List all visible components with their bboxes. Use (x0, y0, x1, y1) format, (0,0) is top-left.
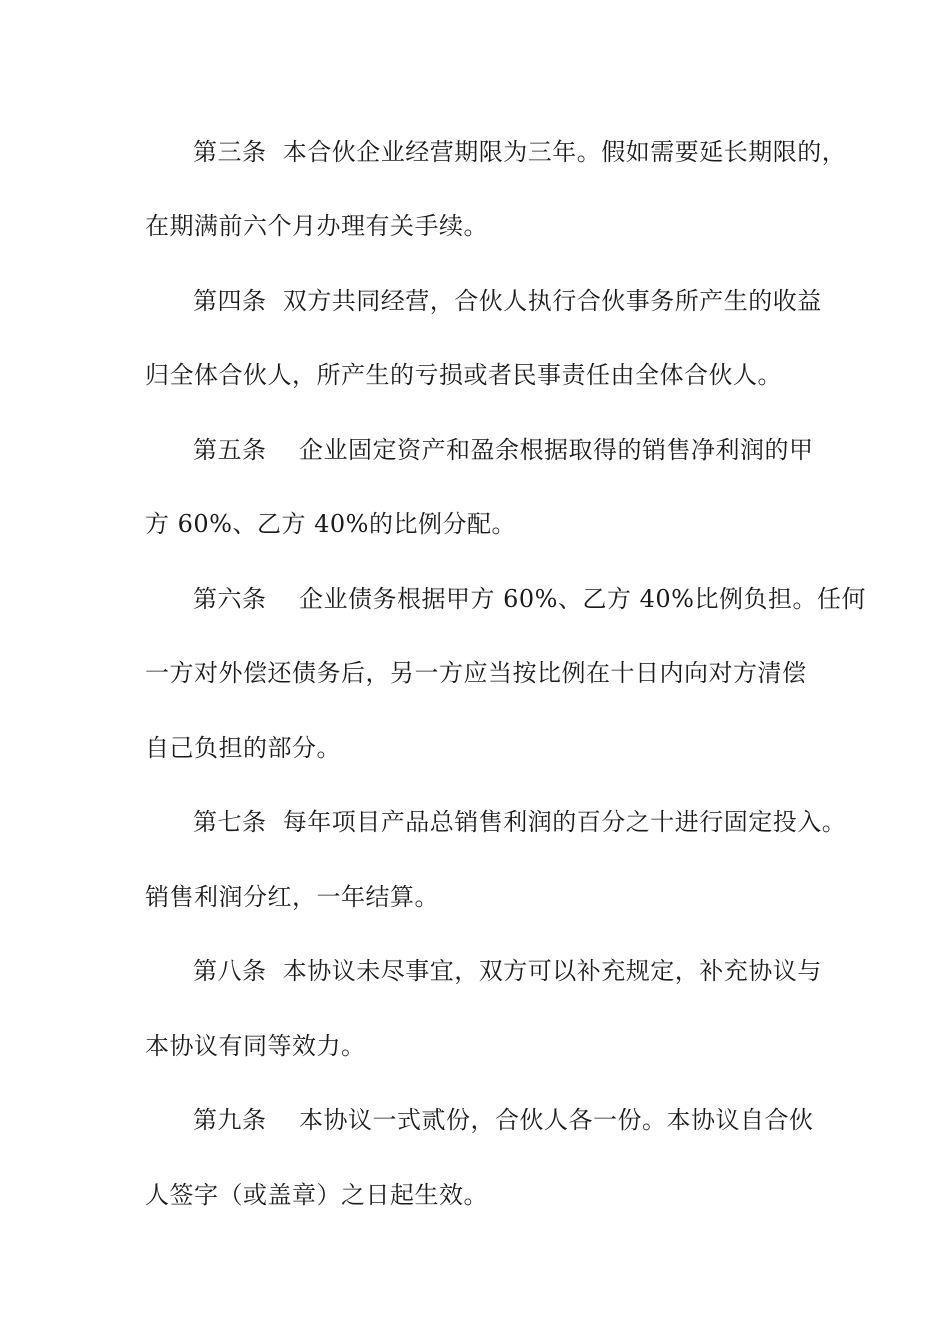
article-4-line-1: 第四条 双方共同经营，合伙人执行合伙事务所产生的收益 (193, 287, 822, 315)
article-7-line-1: 第七条 每年项目产品总销售利润的百分之十进行固定投入。 (193, 808, 847, 836)
article-6-line-1: 第六条 企业债务根据甲方 60%、乙方 40%比例负担。任何 (193, 585, 866, 613)
article-9-line-1: 第九条 本协议一式贰份，合伙人各一份。本协议自合伙 (193, 1106, 814, 1134)
article-7-line-2: 销售利润分红，一年结算。 (145, 883, 439, 911)
article-5-line-1: 第五条 企业固定资产和盈余根据取得的销售净利润的甲 (193, 436, 814, 464)
article-8-line-1: 第八条 本协议未尽事宜，双方可以补充规定，补充协议与 (193, 957, 822, 985)
article-5-line-2: 方 60%、乙方 40%的比例分配。 (145, 510, 516, 538)
article-4-line-2: 归全体合伙人，所产生的亏损或者民事责任由全体合伙人。 (145, 361, 782, 389)
article-6-line-3: 自己负担的部分。 (145, 734, 341, 762)
article-6-line-2: 一方对外偿还债务后，另一方应当按比例在十日内向对方清偿 (145, 659, 807, 687)
article-9-line-2: 人签字（或盖章）之日起生效。 (145, 1181, 488, 1209)
article-3-line-1: 第三条 本合伙企业经营期限为三年。假如需要延长期限的， (193, 138, 847, 166)
article-8-line-2: 本协议有同等效力。 (145, 1032, 366, 1060)
article-3-line-2: 在期满前六个月办理有关手续。 (145, 212, 488, 240)
